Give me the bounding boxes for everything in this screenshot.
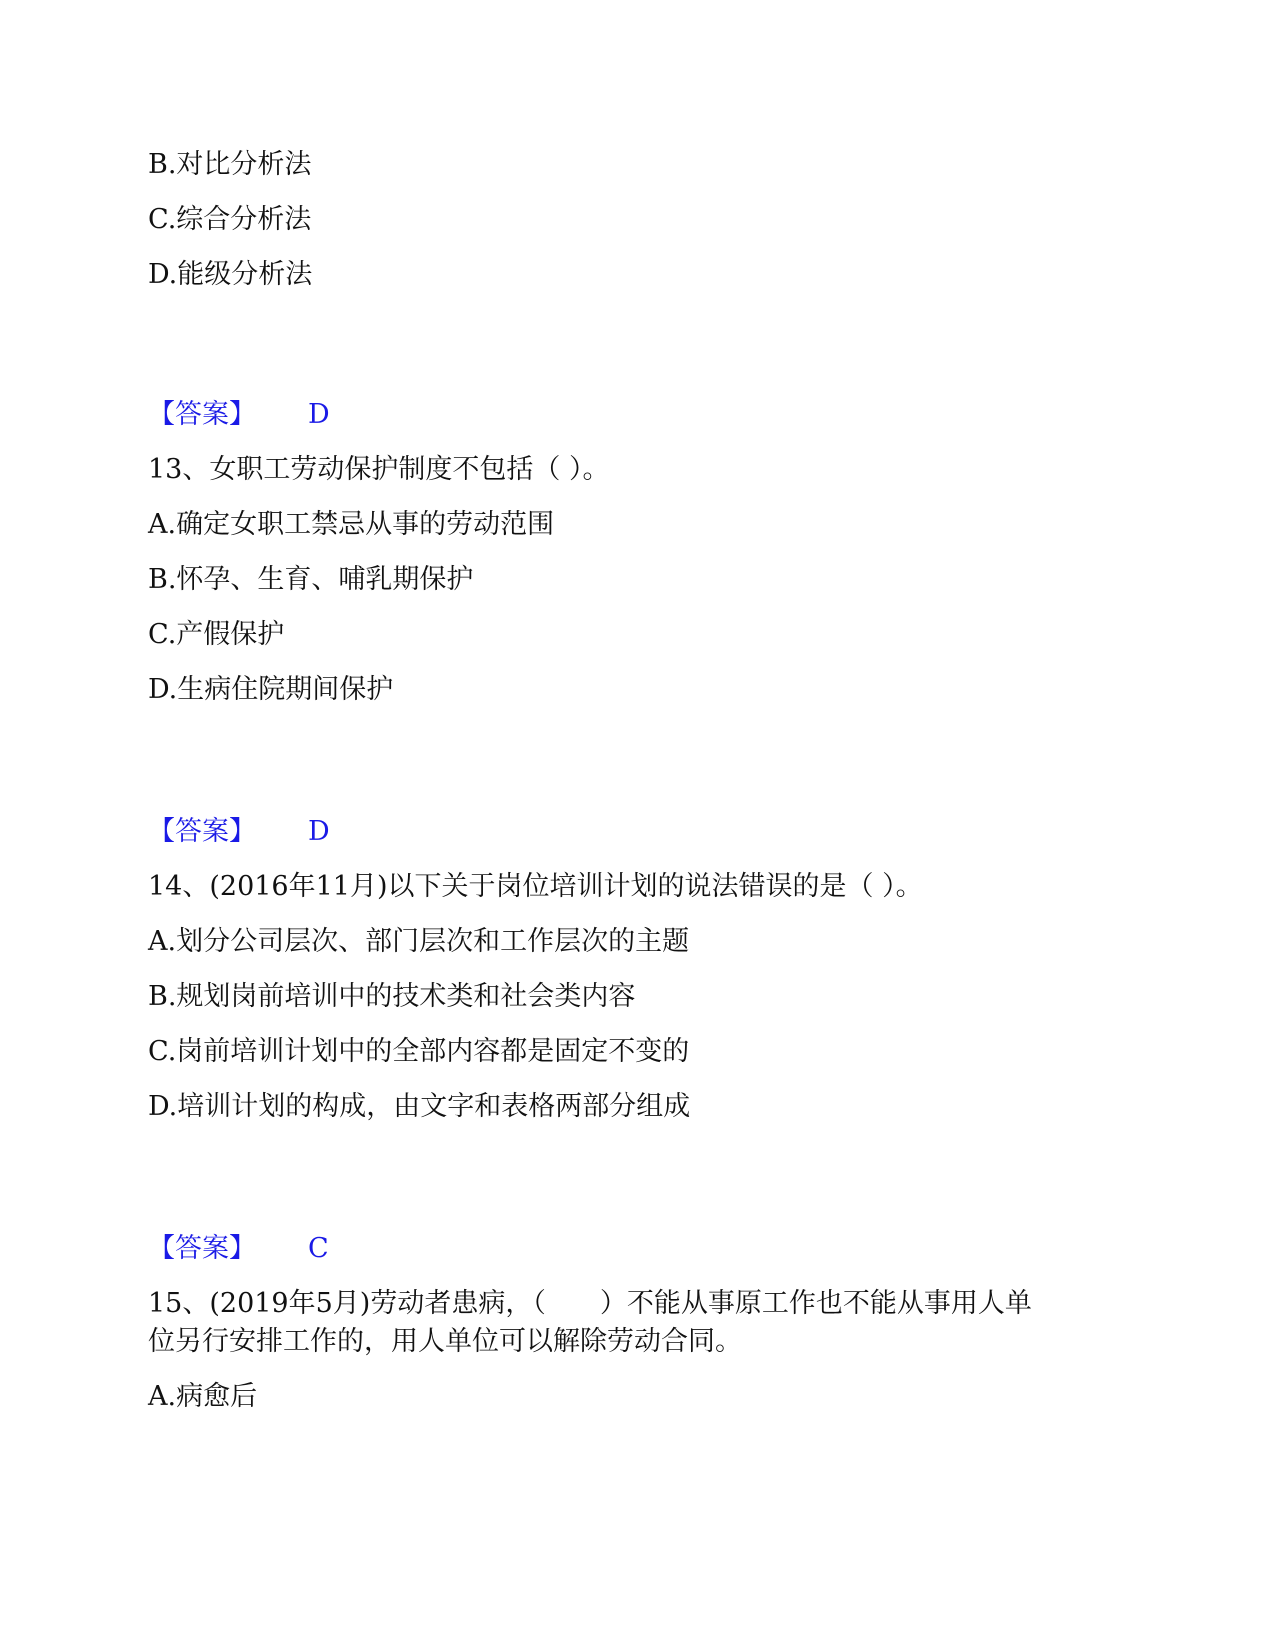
q13-option-b: B.怀孕、生育、哺乳期保护 [148,564,474,595]
q13-answer [148,815,330,849]
q14-option-b: B.规划岗前培训中的技术类和社会类内容 [148,981,636,1012]
answer-value: C [308,1233,329,1264]
answer-value: D [308,399,330,430]
q13-option-c: C.产假保护 [148,619,285,650]
q13-option-d: D.生病住院期间保护 [148,674,394,705]
q14-question: 14、(2016年11月)以下关于岗位培训计划的说法错误的是（ ）。 [148,871,923,902]
answer-value: D [308,816,330,847]
answer-label: 【答案】 [148,816,256,847]
q13-question: 13、女职工劳动保护制度不包括（ ）。 [148,454,610,485]
q14-option-d: D.培训计划的构成，由文字和表格两部分组成 [148,1091,691,1122]
q15-question-line-1: 15、(2019年5月)劳动者患病，（ ）不能从事原工作也不能从事用人单 [148,1288,1032,1319]
answer-label: 【答案】 [148,1233,256,1264]
answer-label: 【答案】 [148,399,256,430]
q14-option-a: A.划分公司层次、部门层次和工作层次的主题 [148,926,690,957]
q14-answer [148,1232,329,1266]
q15-option-a: A.病愈后 [148,1381,258,1412]
q14-option-c: C.岗前培训计划中的全部内容都是固定不变的 [148,1036,690,1067]
q12-option-c: C.综合分析法 [148,204,312,235]
q12-option-d: D.能级分析法 [148,259,313,290]
q12-answer [148,398,330,432]
q15-question-line-2: 位另行安排工作的，用人单位可以解除劳动合同。 [148,1326,742,1357]
q12-option-b: B.对比分析法 [148,149,312,180]
q13-option-a: A.确定女职工禁忌从事的劳动范围 [148,509,555,540]
